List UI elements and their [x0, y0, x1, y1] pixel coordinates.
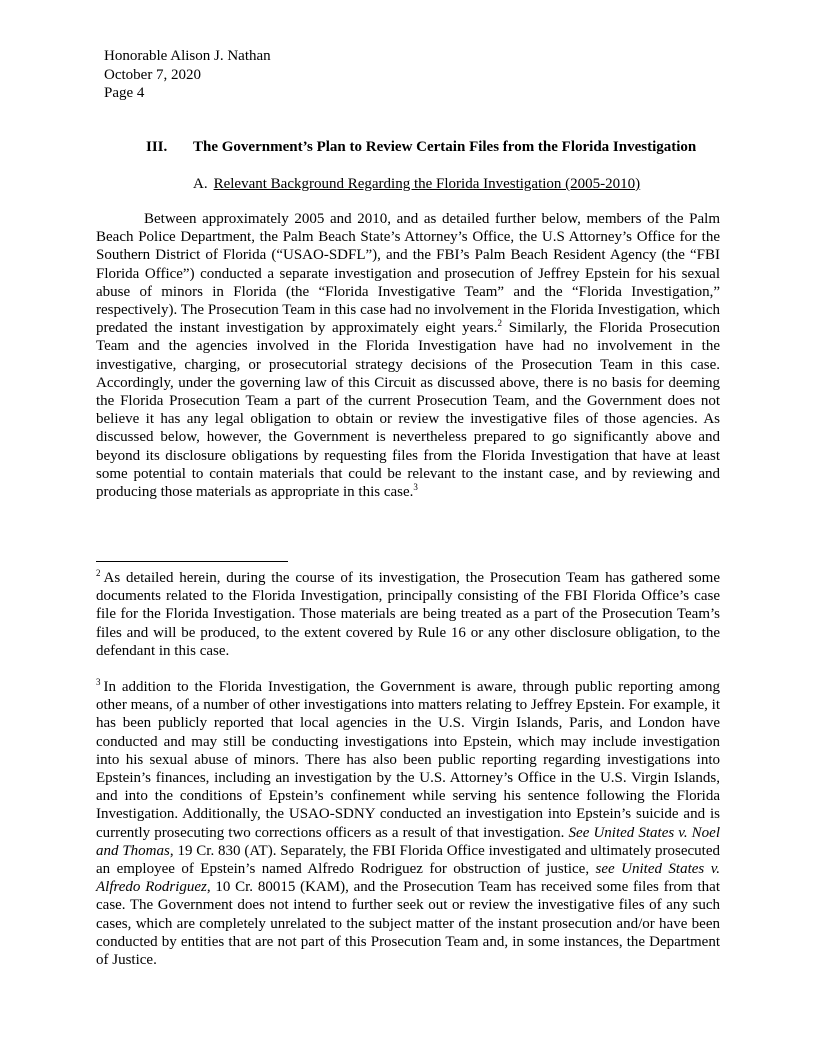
footnote-3-text-c: , 10 Cr. 80015 (KAM), and the Prosecution Team has received some files from that case. The Government does not intend to further seek out or review the investigative files of any such cases, which are completely unrelated to the subject matter of the instant prosecution and/or have been conducted by entities that are not part of this Prosecution Team and, in some instances, the Department of Justice.: [96, 879, 720, 969]
section-heading: [146, 137, 696, 157]
body-text-part1: Between approximately 2005 and 2010, and as detailed further below, members of the Palm Beach Police Department, the Palm Beach State’s Attorney’s Office, the U.S Attorney’s Office for the Southern District of Florida (“USAO-SDFL”), and the FBI’s Palm Beach Resident Agency (the “FBI Florida Office”) conducted a separate investigation and prosecution of Jeffrey Epstein for his sexual abuse of minors in Florida (the “Florida Investigative Team” and the “Florida Investigation,” respectively). The Prosecution Team in this case had no involvement in the Florida Investigation, which predated the instant investigation by approximately eight years.: [96, 211, 720, 337]
citation-noel-thomas: See United States v. Noel and Thomas: [96, 824, 720, 859]
page-number: Page 4: [104, 85, 145, 101]
footnote-ref-2[interactable]: 2: [497, 318, 503, 329]
subsection-heading: [193, 174, 640, 194]
section-title: The Government’s Plan to Review Certain Files from the Florida Investigation: [193, 139, 697, 155]
letter-date: October 7, 2020: [104, 66, 202, 83]
section-number: III.: [146, 139, 168, 155]
citation-rodriguez: see United States v. Alfredo Rodriguez: [96, 861, 720, 896]
footnote-2-marker: 2: [96, 568, 101, 578]
addressee: Honorable Alison J. Nathan: [104, 48, 271, 64]
letter-header: [104, 47, 271, 103]
footnote-3-marker: 3: [96, 677, 101, 687]
footnote-3: [96, 678, 720, 969]
footnote-2: [96, 569, 720, 660]
subsection-title: Relevant Background Regarding the Florida Investigation (2005-2010): [213, 176, 641, 192]
subsection-letter: A.: [193, 176, 208, 192]
footnote-ref-3[interactable]: 3: [413, 482, 418, 493]
body-paragraph: [96, 210, 720, 501]
footnote-3-text-a: In addition to the Florida Investigation, the Government is aware, through public reporting among other means, of a number of other investigations into matters relating to Jeffrey Epstein. For example, it has been publicly reported that local agencies in the U.S. Virgin Islands, Paris, and London have conducted and may still be conducting investigations into Epstein, which may include investigation into his sexual abuse of minors. There has also been public reporting regarding investigations into Epstein’s finances, including an investigation by the U.S. Attorney’s Office in the U.S. Virgin Islands, and into the conditions of Epstein’s confinement while serving his sentence following the Florida Investigation. Additionally, the USAO-SDNY conducted an investigation into Epstein’s suicide and is currently prosecuting two corrections officers as a result of that investigation.: [96, 679, 720, 841]
body-text-part2: Similarly, the Florida Prosecution Team and the agencies involved in the Florida Investigation have had no involvement in the investigative, charging, or prosecutorial strategy decisions of the Prosecution Team in this case. Accordingly, under the governing law of this Circuit as discussed above, there is no basis for deeming the Florida Prosecution Team a part of the current Prosecution Team, and the Government does not believe it has any legal obligation to obtain or review the investigative files of those agencies. As discussed below, however, the Government is nevertheless prepared to go significantly above and beyond its disclosure obligations by requesting files from the Florida Investigation that have at least some potential to contain materials that could be relevant to the instant case, and by reviewing and producing those materials as appropriate in this case.: [96, 320, 721, 501]
footnote-3-text-b: , 19 Cr. 830 (AT). Separately, the FBI Florida Office investigated and ultimately prosecuted an employee of Epstein’s named Alfredo Rodriguez for obstruction of justice,: [96, 842, 721, 878]
footnote-2-text: As detailed herein, during the course of its investigation, the Prosecution Team has gathered some documents related to the Florida Investigation, principally consisting of the FBI Florida Office’s case file for the Florida Investigation. Those materials are being treated as a part of the Prosecution Team’s files and will be produced, to the extent covered by Rule 16 or any other disclosure obligation, to the defendant in this case.: [96, 570, 720, 659]
footnote-separator: [96, 561, 288, 562]
